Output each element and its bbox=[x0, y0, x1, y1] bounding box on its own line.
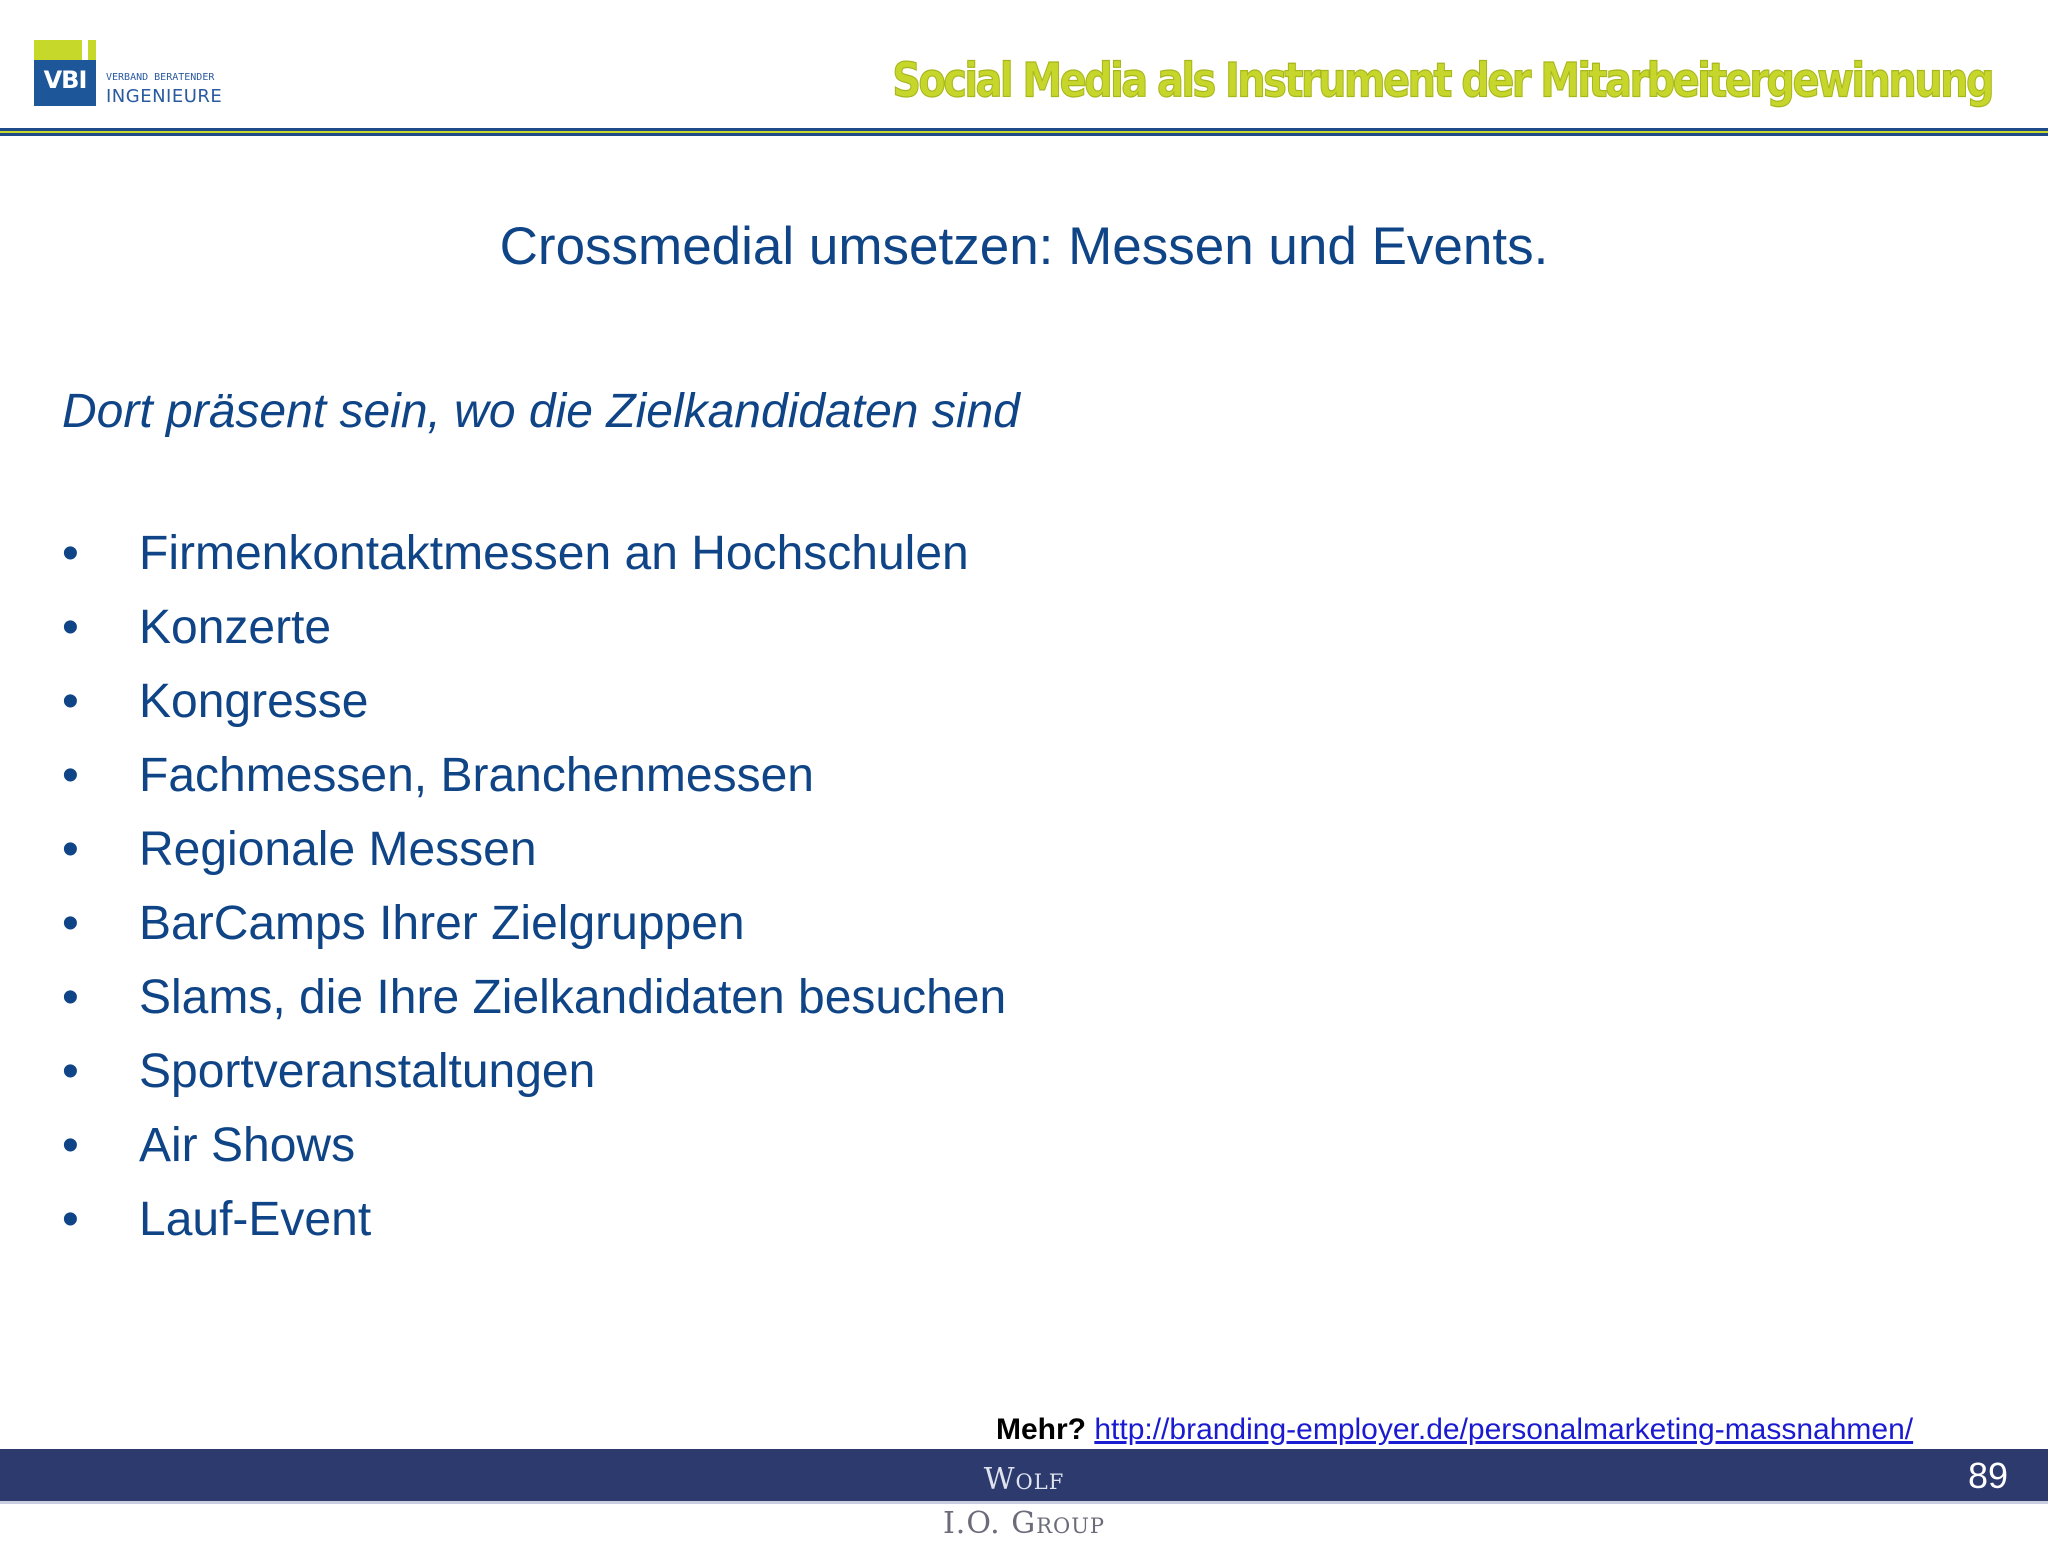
bullet-icon: • bbox=[62, 1119, 79, 1172]
more-link[interactable]: http://branding-employer.de/personalmarketing-massnahmen/ bbox=[1094, 1413, 1914, 1446]
slide-subtitle: Dort präsent sein, wo die Zielkandidaten sind bbox=[62, 385, 1020, 438]
slide-title: Crossmedial umsetzen: Messen und Events. bbox=[499, 217, 1549, 276]
bullet-icon: • bbox=[62, 823, 79, 876]
footer-company-line-2: I.O. Group bbox=[942, 1506, 1106, 1541]
bullet-icon: • bbox=[62, 601, 79, 654]
bullet-icon: • bbox=[62, 527, 79, 580]
bullet-icon: • bbox=[62, 897, 79, 950]
header-divider bbox=[0, 128, 2048, 136]
list-item-text: BarCamps Ihrer Zielgruppen bbox=[139, 897, 745, 950]
logo-line-2: INGENIEURE bbox=[106, 86, 223, 107]
bullet-icon: • bbox=[62, 1045, 79, 1098]
header-title: Social Media als Instrument der Mitarbeitergewinnung bbox=[892, 54, 1992, 109]
list-item-text: Slams, die Ihre Zielkandidaten besuchen bbox=[139, 971, 1007, 1024]
more-label: Mehr? bbox=[996, 1413, 1086, 1446]
more-info bbox=[996, 1413, 1913, 1447]
page-number: 89 bbox=[1967, 1455, 2008, 1496]
logo-line-1: VERBAND BERATENDER bbox=[106, 72, 215, 83]
list-item-text: Air Shows bbox=[139, 1119, 356, 1172]
list-item-text: Firmenkontaktmessen an Hochschulen bbox=[139, 527, 969, 580]
bullet-icon: • bbox=[62, 971, 79, 1024]
vbi-logo-mark bbox=[34, 40, 96, 106]
list-item-text: Fachmessen, Branchenmessen bbox=[139, 749, 814, 802]
list-item-text: Kongresse bbox=[139, 675, 369, 728]
list-item-text: Konzerte bbox=[139, 601, 332, 654]
logo-mark-text: VBI bbox=[43, 66, 87, 94]
footer-company-line-1: Wolf bbox=[983, 1462, 1065, 1497]
list-item-text: Lauf-Event bbox=[139, 1193, 372, 1246]
list-item-text: Sportveranstaltungen bbox=[139, 1045, 596, 1098]
footer-divider bbox=[0, 1501, 2048, 1504]
bullet-icon: • bbox=[62, 749, 79, 802]
bullet-icon: • bbox=[62, 675, 79, 728]
bullet-icon: • bbox=[62, 1193, 79, 1246]
list-item-text: Regionale Messen bbox=[139, 823, 537, 876]
